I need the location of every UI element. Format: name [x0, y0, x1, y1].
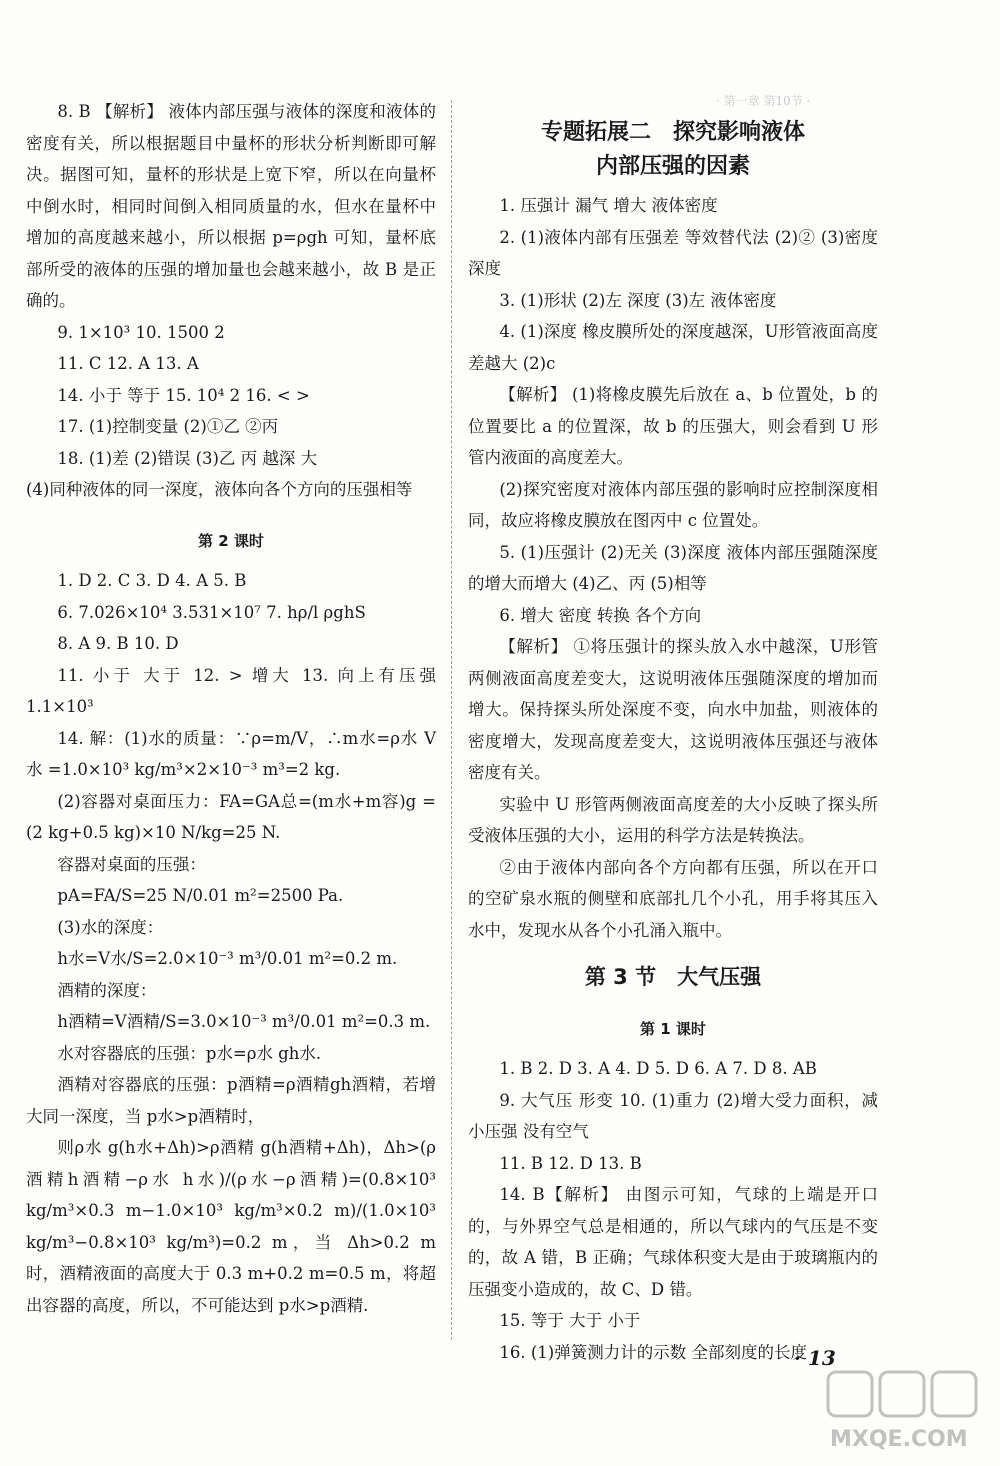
topic-title-line-2: 内部压强的因素	[595, 154, 750, 179]
right-subheading: 第 1 课时	[640, 1019, 706, 1038]
section-title: 第 3 节 大气压强	[584, 965, 762, 989]
answer-line: 3. (1)形状 (2)左 深度 (3)左 液体密度	[499, 290, 777, 310]
left-subheading: 第 2 课时	[198, 531, 264, 550]
answer-line: (2)探究密度对液体内部压强的影响时应控制深度相同，故应将橡皮膜放在图丙中 c 位置处。	[468, 479, 878, 530]
answer-line: 酒精对容器底的压强：p酒精=ρ酒精gh酒精，若增大同一深度，当 p水>p酒精时，	[26, 1075, 436, 1126]
faint-header: · 第一章 第10节 ·	[716, 94, 811, 108]
topic-title	[468, 116, 878, 184]
answer-line: 4. (1)深度 橡皮膜所处的深度越深，U形管液面高度差越大 (2)c	[468, 322, 878, 373]
answer-line: 1. 压强计 漏气 增大 液体密度	[499, 196, 718, 215]
right-answers-block-2	[468, 1053, 878, 1368]
topic-title-line-1: 专题拓展二 探究影响液体	[540, 120, 805, 145]
answer-line: 6. 7.026×10⁴ 3.531×10⁷ 7. hρ/l ρghS	[57, 602, 366, 622]
left-answers-block	[26, 96, 436, 506]
answer-line: 1. D 2. C 3. D 4. A 5. B	[57, 571, 247, 590]
answer-line: 2. (1)液体内部有压强差 等效替代法 (2)② (3)密度 深度	[468, 227, 878, 278]
answer-line: 6. 增大 密度 转换 各个方向	[499, 605, 702, 625]
answer-line: 11. C 12. A 13. A	[57, 354, 199, 373]
answer-line: (2)容器对桌面压力：FA=GA总=(m水+m容)g =(2 kg+0.5 kg)×10 N/kg=25 N.	[26, 791, 436, 842]
answer-line: 9. 大气压 形变 10. (1)重力 (2)增大受力面积，减小压强 没有空气	[468, 1090, 878, 1141]
answer-line: 则ρ水 g(h水+Δh)>ρ酒精 g(h酒精+Δh)，Δh>(ρ酒精h酒精−ρ水 h水)/(ρ水−ρ酒精)=(0.8×10³ kg/m³×0.3 m−1.0×10³ kg/m³×0.2 m)/(1.0×10³ kg/m³−0.8×10³ kg/m³)=0.2 m，当 Δh>0.2 m 时，酒精液面的高度大于 0.3 m+0.2 m=0.5 m，将超出容器的高度，所以，不可能达到 p水>p酒精.	[26, 1138, 436, 1315]
answer-line: 实验中 U 形管两侧液面高度差的大小反映了探头所受液体压强的大小，运用的科学方法是转换法。	[468, 794, 878, 845]
answer-line: 11. 小于 大于 12. > 增大 13. 向上有压强 1.1×10³	[26, 665, 436, 716]
answer-line: 16. (1)弹簧测力计的示数 全部刻度的长度	[499, 1342, 807, 1362]
answer-line: h酒精=V酒精/S=3.0×10⁻³ m³/0.01 m²=0.3 m.	[57, 1012, 431, 1031]
answer-line: (3)水的深度：	[57, 917, 164, 937]
answer-line: 17. (1)控制变量 (2)①乙 ②丙	[57, 417, 279, 436]
answer-line: 【解析】 (1)将橡皮膜先后放在 a、b 位置处，b 的位置要比 a 的位置深，故 b 的压强大，则会看到 U 形管内液面的高度差大。	[468, 385, 878, 467]
answer-line: 9. 1×10³ 10. 1500 2	[57, 322, 225, 342]
answer-line: 容器对桌面的压强：	[57, 854, 206, 874]
answer-line: 8. B 【解析】 液体内部压强与液体的深度和液体的密度有关，所以根据题目中量杯的形状分析判断即可解决。据图可知，量杯的形状是上宽下窄，所以在向量杯中倒水时，相同时间倒入相同质量的水，但水在量杯中增加的高度越来越小，所以根据 p=ρgh 可知，量杯底部所受的液体的压强的增加量也会越来越小，故 B 是正确的。	[26, 102, 436, 310]
answer-line: h水=V水/S=2.0×10⁻³ m³/0.01 m²=0.2 m.	[57, 949, 398, 968]
answer-line: 8. A 9. B 10. D	[57, 634, 179, 653]
watermark-icon	[824, 1368, 992, 1458]
watermark-text: MXQE.COM	[830, 1427, 968, 1452]
answer-line: (4)同种液体的同一深度，液体向各个方向的压强相等	[26, 480, 413, 499]
left-column	[26, 96, 436, 1321]
column-divider	[451, 100, 453, 1340]
answer-line: pA=FA/S=25 N/0.01 m²=2500 Pa.	[57, 886, 344, 905]
answer-line: 【解析】 ①将压强计的探头放入水中越深，U形管两侧液面高度差变大，这说明液体压强随深度的增加而增大。保持探头所处深度不变，向水中加盐，则液体的密度增大，发现高度差变大，这说明液体压强还与液体密度有关。	[468, 637, 878, 782]
answer-line: 14. B【解析】 由图示可知，气球的上端是开口的，与外界空气总是相通的，所以气球内的气压是不变的，故 A 错，B 正确；气球体积变大是由于玻璃瓶内的压强变小造成的，故 C、D 错。	[468, 1185, 878, 1299]
answer-line: 酒精的深度：	[57, 980, 157, 1000]
right-answers-block	[468, 190, 878, 946]
watermark-logo	[824, 1368, 992, 1458]
answer-line: 5. (1)压强计 (2)无关 (3)深度 液体内部压强随深度的增大而增大 (4)乙、丙 (5)相等	[468, 542, 878, 593]
answer-line: 18. (1)差 (2)错误 (3)乙 丙 越深 大	[57, 448, 318, 468]
answer-line: 14. 解：(1)水的质量：∵ρ=m/V，∴m水=ρ水 V水 =1.0×10³ kg/m³×2×10⁻³ m³=2 kg.	[26, 728, 436, 779]
answer-line: ②由于液体内部向各个方向都有压强，所以在开口的空矿泉水瓶的侧壁和底部扎几个小孔，用手将其压入水中，发现水从各个小孔涌入瓶中。	[468, 857, 878, 940]
answer-line: 15. 等于 大于 小于	[499, 1311, 641, 1330]
answer-line: 水对容器底的压强：p水=ρ水 gh水.	[57, 1043, 322, 1063]
left-answers-block-2	[26, 565, 436, 1321]
right-column	[468, 96, 878, 1368]
answer-line: 14. 小于 等于 15. 10⁴ 2 16. < >	[57, 385, 310, 405]
answer-line: 11. B 12. D 13. B	[499, 1153, 642, 1173]
page-number: · 13	[794, 1346, 836, 1370]
answer-line: 1. B 2. D 3. A 4. D 5. D 6. A 7. D 8. AB	[499, 1059, 817, 1078]
